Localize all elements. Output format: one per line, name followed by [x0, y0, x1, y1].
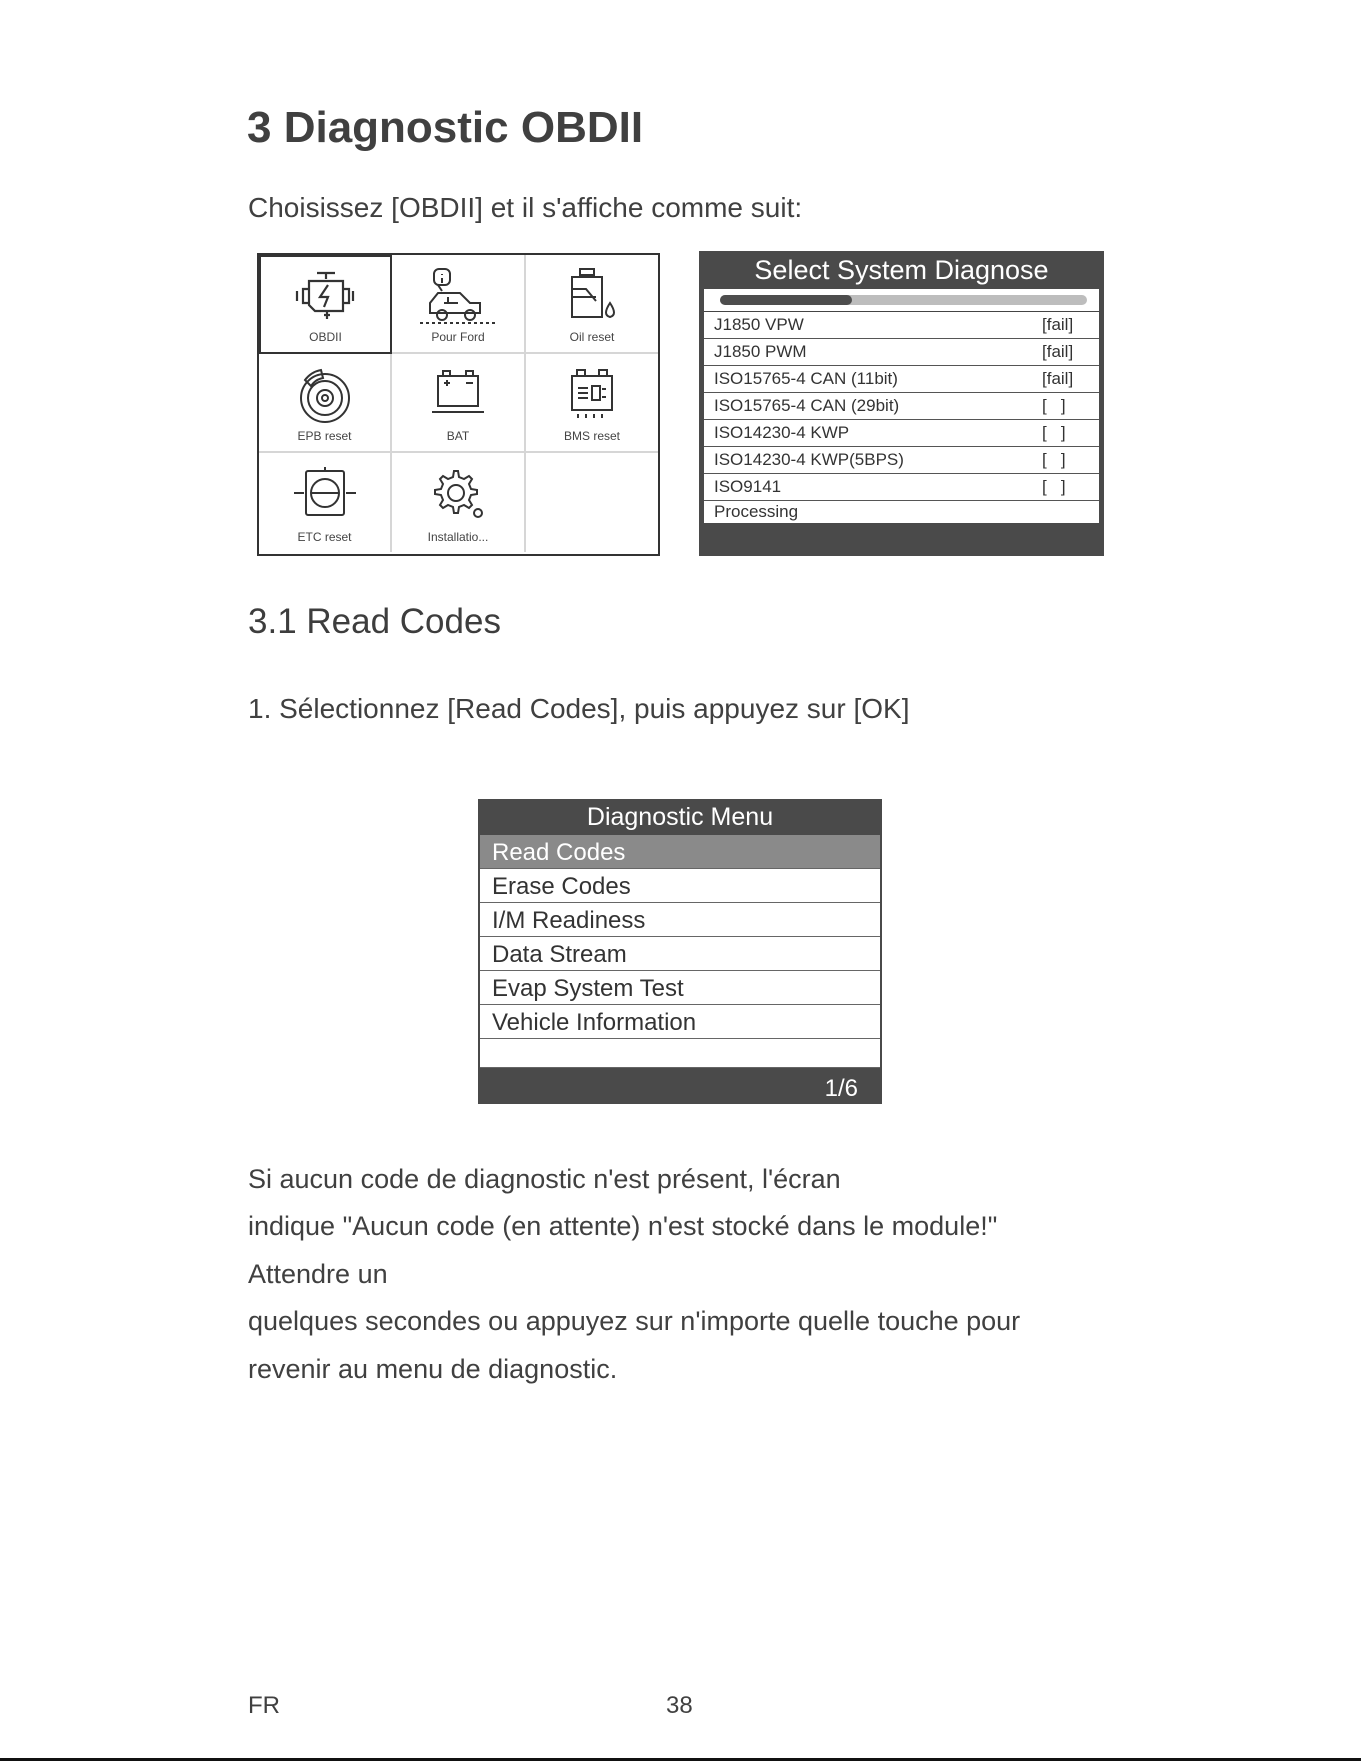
paragraph-line: Attendre un	[248, 1259, 388, 1289]
protocol-status: [ ]	[1042, 423, 1066, 442]
grid-cell-etc-reset[interactable]	[259, 453, 392, 552]
grid-cell-bat[interactable]	[392, 354, 526, 453]
protocol-row	[704, 474, 1099, 501]
grid-label: BMS reset	[563, 429, 620, 443]
grid-cell-epb-reset[interactable]	[259, 354, 392, 453]
section-heading: 3.1 Read Codes	[248, 602, 501, 641]
obd-function-grid	[257, 253, 660, 556]
grid-label: Installatio...	[427, 530, 489, 544]
protocol-status: [fail]	[1042, 342, 1074, 361]
processing-status: Processing	[714, 502, 799, 521]
page-number: 38	[666, 1692, 693, 1719]
select-system-title: Select System Diagnose	[754, 255, 1049, 285]
progress-fill	[720, 295, 852, 305]
footer-language: FR	[248, 1692, 280, 1719]
paragraph-line: revenir au menu de diagnostic.	[248, 1354, 618, 1384]
grid-label: EPB reset	[297, 429, 352, 443]
step-instruction: 1. Sélectionnez [Read Codes], puis appuyez sur [OK]	[248, 693, 910, 724]
battery-icon	[428, 366, 488, 418]
settings-gears-icon	[428, 465, 488, 521]
protocol-name: J1850 VPW	[714, 315, 804, 334]
menu-item-vehicle-information[interactable]: Vehicle Information	[480, 1005, 880, 1039]
menu-item-im-readiness[interactable]: I/M Readiness	[480, 903, 880, 937]
engine-icon	[293, 269, 359, 321]
grid-cell-installation[interactable]	[392, 453, 526, 552]
grid-label: OBDII	[309, 330, 342, 344]
paragraph-line: quelques secondes ou appuyez sur n'importe quelle touche pour	[248, 1306, 1021, 1336]
menu-item-data-stream[interactable]: Data Stream	[480, 937, 880, 971]
diagnostic-menu-list	[480, 835, 880, 1068]
grid-cell-oil-reset[interactable]	[526, 255, 658, 354]
protocol-name: ISO14230-4 KWP(5BPS)	[714, 450, 904, 469]
protocol-row	[704, 447, 1099, 474]
grid-label: Pour Ford	[431, 330, 485, 344]
protocol-status: [ ]	[1042, 450, 1066, 469]
oil-can-icon	[562, 267, 622, 327]
grid-label: Oil reset	[569, 330, 615, 344]
menu-item-empty	[480, 1039, 880, 1068]
grid-cell-pour-ford[interactable]	[392, 255, 526, 354]
grid-cell-empty	[526, 453, 658, 552]
grid-label: ETC reset	[297, 530, 352, 544]
select-system-panel	[699, 251, 1104, 556]
protocol-status: [fail]	[1042, 315, 1074, 334]
select-system-body	[704, 289, 1099, 523]
intro-text: Choisissez [OBDII] et il s'affiche comme suit:	[248, 192, 803, 223]
menu-item-read-codes[interactable]: Read Codes	[480, 835, 880, 869]
protocol-status: [ ]	[1042, 477, 1066, 496]
menu-item-evap-system-test[interactable]: Evap System Test	[480, 971, 880, 1005]
protocol-row	[704, 312, 1099, 339]
protocol-status: [ ]	[1042, 396, 1066, 415]
diagnostic-menu-panel	[478, 799, 882, 1104]
throttle-icon	[292, 465, 358, 521]
grid-cell-obdii[interactable]	[259, 255, 392, 354]
progress-bar	[704, 289, 1099, 312]
protocol-status: [fail]	[1042, 369, 1074, 388]
protocol-name: ISO15765-4 CAN (29bit)	[714, 396, 900, 415]
protocol-row	[704, 420, 1099, 447]
menu-item-erase-codes[interactable]: Erase Codes	[480, 869, 880, 903]
bms-icon	[562, 366, 622, 422]
protocol-name: ISO15765-4 CAN (11bit)	[714, 369, 898, 388]
protocol-row	[704, 366, 1099, 393]
brake-disc-icon	[295, 366, 355, 426]
grid-cell-bms-reset[interactable]	[526, 354, 658, 453]
protocol-row	[704, 393, 1099, 420]
protocol-name: ISO9141	[714, 477, 782, 496]
protocol-name: ISO14230-4 KWP	[714, 423, 850, 442]
page-indicator: 1/6	[824, 1075, 858, 1102]
car-info-icon	[418, 267, 498, 327]
grid-label: BAT	[446, 429, 470, 443]
protocol-row	[704, 339, 1099, 366]
paragraph-line: Si aucun code de diagnostic n'est présent, l'écran	[248, 1164, 841, 1194]
page-heading: 3 Diagnostic OBDII	[247, 103, 644, 152]
protocol-name: J1850 PWM	[714, 342, 807, 361]
paragraph-line: indique "Aucun code (en attente) n'est stocké dans le module!"	[248, 1211, 998, 1241]
diagnostic-menu-title: Diagnostic Menu	[586, 803, 774, 831]
